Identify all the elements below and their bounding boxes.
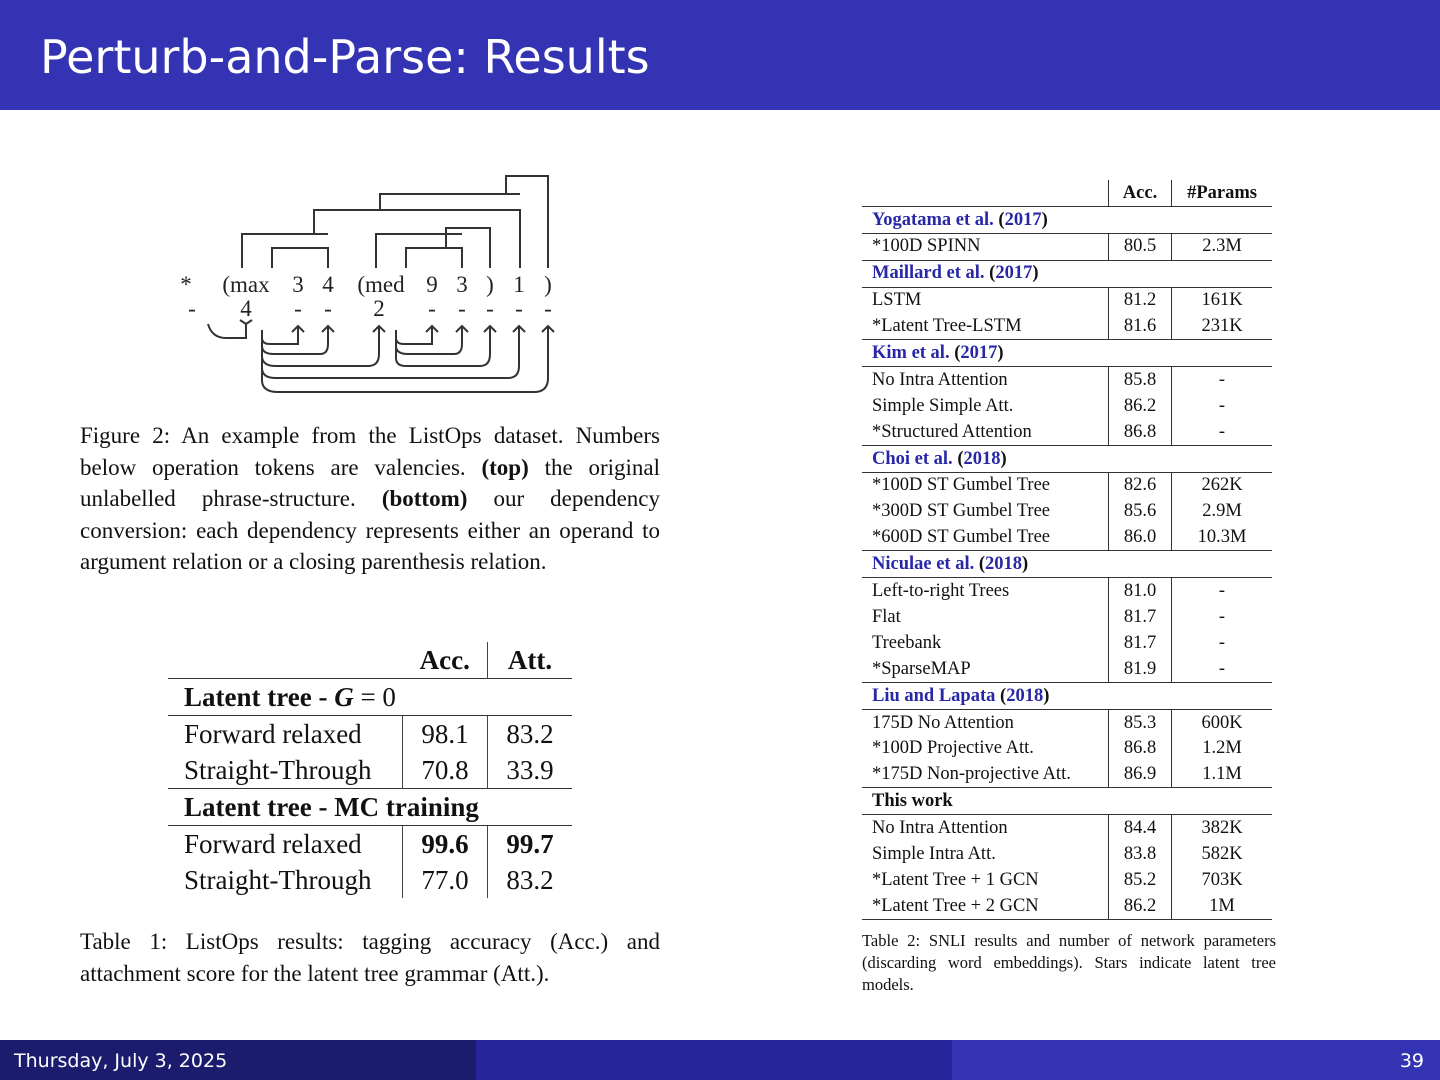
header-acc: Acc. bbox=[419, 644, 470, 675]
title-bar bbox=[0, 0, 1440, 110]
table-row: *SparseMAP 81.9 - bbox=[862, 656, 1272, 682]
table-header-row bbox=[862, 180, 1272, 206]
token: ) bbox=[486, 272, 494, 297]
footer-bar bbox=[0, 1040, 1440, 1080]
valency: - bbox=[544, 296, 552, 321]
table-row: *175D Non-projective Att. 86.9 1.1M bbox=[862, 762, 1272, 788]
table-row: *Latent Tree + 2 GCN 86.2 1M bbox=[862, 893, 1272, 919]
group-header: Maillard et al. (2017) bbox=[862, 260, 1272, 287]
table2-snli-results bbox=[862, 180, 1272, 920]
token: 3 bbox=[456, 272, 468, 297]
footer-date: Thursday, July 3, 2025 bbox=[14, 1050, 228, 1072]
table2-caption: Table 2: SNLI results and number of network parameters (discarding word embeddings). Stars indicate latent tree models. bbox=[862, 931, 1276, 994]
group-header: Choi et al. (2018) bbox=[862, 445, 1272, 472]
table-row: Straight-Through 70.8 33.9 bbox=[168, 752, 572, 789]
valency: - bbox=[188, 296, 196, 321]
table-row: Straight-Through 77.0 83.2 bbox=[168, 862, 572, 898]
token: 3 bbox=[292, 272, 304, 297]
table-row: Flat 81.7 - bbox=[862, 604, 1272, 630]
section-header: Latent tree - MC training bbox=[168, 789, 572, 826]
header-params: #Params bbox=[1172, 180, 1273, 206]
valency: - bbox=[324, 296, 332, 321]
token: 1 bbox=[513, 272, 525, 297]
table-row: Forward relaxed 99.6 99.7 bbox=[168, 826, 572, 863]
valency: - bbox=[515, 296, 523, 321]
header-acc: Acc. bbox=[1109, 180, 1172, 206]
token: * bbox=[180, 272, 192, 297]
table-row: Left-to-right Trees 81.0 - bbox=[862, 578, 1272, 604]
slide-title: Perturb-and-Parse: Results bbox=[40, 30, 650, 84]
table-row: No Intra Attention 84.4 382K bbox=[862, 815, 1272, 841]
table-row: *100D ST Gumbel Tree 82.6 262K bbox=[862, 472, 1272, 498]
table-row: No Intra Attention 85.8 - bbox=[862, 367, 1272, 393]
table-header-row bbox=[168, 642, 572, 679]
group-header: Kim et al. (2017) bbox=[862, 340, 1272, 367]
table1-caption: Table 1: ListOps results: tagging accuracy (Acc.) and attachment score for the latent tree grammar (Att.). bbox=[80, 929, 660, 986]
valency: 4 bbox=[240, 296, 252, 321]
header-att: Att. bbox=[488, 642, 573, 679]
table-row: Simple Intra Att. 83.8 582K bbox=[862, 841, 1272, 867]
valency: - bbox=[486, 296, 494, 321]
table-row: Forward relaxed 98.1 83.2 bbox=[168, 716, 572, 753]
table-row: *Latent Tree-LSTM 81.6 231K bbox=[862, 313, 1272, 339]
table-row: *100D Projective Att. 86.8 1.2M bbox=[862, 736, 1272, 762]
group-header: Yogatama et al. (2017) bbox=[862, 206, 1272, 233]
table-row: *600D ST Gumbel Tree 86.0 10.3M bbox=[862, 525, 1272, 551]
page-number: 39 bbox=[1399, 1050, 1424, 1072]
table-row: Simple Simple Att. 86.2 - bbox=[862, 393, 1272, 419]
table-row: Treebank 81.7 - bbox=[862, 630, 1272, 656]
group-header: This work bbox=[862, 788, 1272, 815]
token: (med bbox=[357, 272, 405, 297]
phrase-structure-brackets bbox=[242, 176, 548, 268]
token: (max bbox=[222, 272, 270, 297]
table-row: *Latent Tree + 1 GCN 85.2 703K bbox=[862, 867, 1272, 893]
table-row: 175D No Attention 85.3 600K bbox=[862, 709, 1272, 735]
listops-tree-figure bbox=[170, 170, 590, 400]
table1-listops-results bbox=[168, 642, 572, 898]
token: 4 bbox=[322, 272, 334, 297]
valency: 2 bbox=[373, 296, 385, 321]
valency: - bbox=[428, 296, 436, 321]
figure2-caption: Figure 2: An example from the ListOps dataset. Numbers below operation tokens are valencies. (top) the original unlabelled phrase-structure. (bottom) our dependency conversion: each dependency represents either an operand to argument relation or a closing parenthesis relation. bbox=[80, 423, 661, 575]
table-row: *Structured Attention 86.8 - bbox=[862, 419, 1272, 445]
valency-row bbox=[188, 296, 552, 321]
token: ) bbox=[544, 272, 552, 297]
section-header: Latent tree - G = 0 bbox=[168, 679, 572, 716]
valency: - bbox=[294, 296, 302, 321]
token-row bbox=[180, 272, 552, 297]
valency: - bbox=[458, 296, 466, 321]
token: 9 bbox=[426, 272, 438, 297]
table-row: *300D ST Gumbel Tree 85.6 2.9M bbox=[862, 499, 1272, 525]
table-row: *100D SPINN 80.5 2.3M bbox=[862, 233, 1272, 260]
group-header: Liu and Lapata (2018) bbox=[862, 682, 1272, 709]
group-header: Niculae et al. (2018) bbox=[862, 551, 1272, 578]
dependency-arcs bbox=[208, 320, 554, 392]
table-row: LSTM 81.2 161K bbox=[862, 287, 1272, 313]
